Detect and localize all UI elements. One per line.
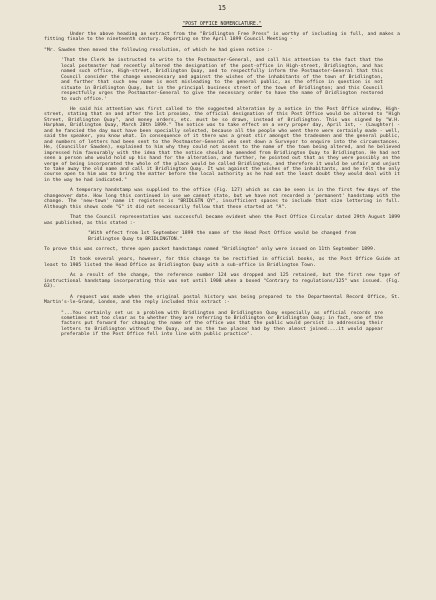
- article-body: [44, 32, 400, 338]
- paragraph: That the Council representation was successful became evident when the Post Office Circular dated 29th August 1899 was published, as this stated :-: [44, 215, 400, 226]
- paragraph: Under the above heading an extract from the "Bridlington Free Press" is worthy of including in full, and makes a fitting finale to the nineteenth century. Reporting on the April 1899 Council Meeting -: [44, 32, 400, 43]
- paragraph: It took several years, however, for this change to be rectified in official books, as the Post Office Guide at least to 1905 listed the Head Office as Bridlington Quay with a sub-office in Bridlington Town.: [44, 257, 400, 268]
- paragraph: As a result of the change, the reference number 124 was dropped and 125 retained, but the first new type of instructional handstamp incorporating this was not until 1908 when a boxed "Contrary to regulations/125" was issued. (Fig. 63).: [44, 273, 400, 290]
- paragraph: To prove this was correct, three open packet handstamps named "Bridlington" only were issued on 11th September 1899.: [44, 246, 376, 252]
- page-number: 15: [218, 4, 226, 12]
- quoted-paragraph: "With effect from 1st September 1899 the name of the Head Post Office would be changed from Bridlington Quay to BRIDLINGTON.": [88, 231, 356, 242]
- paragraph: He said his attention was first called to the suggested alteration by a notice in the Post Office window, High-street, stating that on and after the 1st proximo, the official designation of this Post Office would be altered to "High Street, Bridlington Quay", and money orders, etc. must be so drawn, instead of Bridlington. This was signed by "W.H. Harpham, Bridlington Quay, March 28th 1899." The notice was to take effect on a very proper day, April 1st, - (Laughter) - and he fancied the day must have been specially selected, because all the people who went there were certainly made - well, said the speaker, you know what. In consequence of it there was a great stir amongst the tradesmen and the general public, and numbers of letters had been sent to the Postmaster-General who sent down a Surveyor to enquire into the circumstances. He, (Councillor Sawden), explained to him why they could not assent to the name of the town being altered, and he believed impressed him favourably with the idea that the notice should be amended from Bridlington Quay to Bridlington. He had not seen a person who would hold up his hand for the alteration, and further, he pointed out that as they were possibly on the verge of being incorporated the whole of the place would be called Bridlington, and therefore it would be unfair and unjust to take away the old name and call it Bridlington Quay. It was against the wishes of the inhabitants, and he felt the only course open to him was to bring the matter before the local authority as he had not the least doubt they would deal with it in the way he had indicated.": [44, 106, 400, 183]
- article-title: "POST OFFICE NOMENCLATURE.": [182, 21, 262, 27]
- paragraph: "Mr. Sawden then moved the following resolution, of which he had given notice :-: [44, 47, 273, 53]
- quoted-paragraph: 'That the Clerk be instructed to write to the Postmaster-General, and call his attention to the fact that the local postmaster had recently altered the designation of the post-office in High-street, Bridlington, and has named such office, High-street, Bridlington Quay, and to respectfully inform the Postmaster-General that this Council consider the change unnecessary and against the wishes of the inhabitants of the town of Bridlington, and further that such new name is most misleading to the general public, as the office in question is not situate in Bridlington Quay, but in the principal business street of the town of Bridlington; and this Council respectfully urges the Postmaster-General to give the necessary order to have the name of Bridlington restored to such office.': [61, 58, 383, 102]
- paragraph: A temporary handstamp was supplied to the office (Fig. 127) which as can be seen is in the first few days of the changeover date. How long this continued in use we cannot state, but we have not recorded a 'permanent' handstamp with the change. The 'new-town' name it registers is "BRIDLGTN QY", insufficient spaces to include that size lettering in full. Although this shows code "G" it did not necessarily follow that these started at "A".: [44, 188, 400, 210]
- paragraph: A request was made when the original postal history was being prepared to the Departmental Record Office, St. Martin's-le-Grand, London, and the reply included this extract :-: [44, 294, 400, 306]
- quoted-paragraph: "...You certainly set us a problem with Bridlington and Bridlington Quay especially as official records are sometimes not too clear as to whether they are referring to Bridlington or Bridlington Quay; in fact, one of the factors put forward for changing the name of the office was that the public would persist in addressing their letters to Bridlington without the Quay, and as the two places had by then almost joined....it would appear preferable if the Post Office fell into line with public practice".: [61, 310, 383, 338]
